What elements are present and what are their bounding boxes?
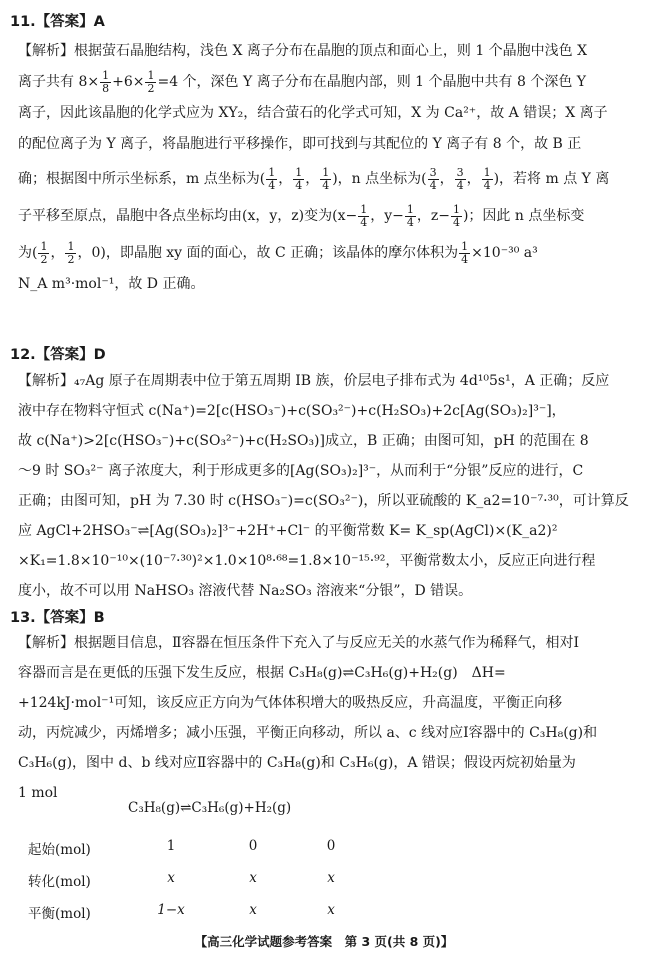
fraction: $\frac{1}{4}$	[406, 202, 414, 229]
q12-line-1: 【解析】₄₇Ag 原子在周期表中位于第五周期 IB 族，价层电子排布式为 4d¹⁰5s¹，A 正确；反应	[18, 373, 610, 389]
q12-line-2: 液中存在物料守恒式 c(Na⁺)=2[c(HSO₃⁻)+c(SO₃²⁻)+c(H₂SO₃)+2c[Ag(SO₃)₂]³⁻]，	[18, 403, 566, 419]
q11-line-3: 离子，因此该晶胞的化学式应为 XY₂，结合萤石的化学式可知，X 为 Ca²⁺，故 A 错误；X 离子	[18, 105, 608, 121]
fraction: $\frac{1}{4}$	[461, 239, 469, 266]
table-row: 起始(mol) 1 0 0	[28, 838, 336, 858]
q11-explanation	[18, 36, 636, 300]
q11-line-6: 子平移至原点，晶胞中各点坐标均由(x，y，z)变为(x− $\frac{1}{4}$ ，y− $\frac{1}{4}$ ，z− $\frac{1}{4}$ )；因此 n 点坐标变	[18, 202, 585, 229]
q13-line-4: 动，丙烷减少，丙烯增多；减小压强，平衡正向移动，所以 a、c 线对应Ⅰ容器中的 C₃H₈(g)和	[18, 725, 598, 741]
q11-line-4: 的配位离子为 Y 离子，将晶胞进行平移操作，即可找到与其配位的 Y 离子有 8 个，故 B 正	[18, 136, 582, 152]
fraction: $\frac{1}{4}$	[452, 202, 460, 229]
page-footer: 【高三化学试题参考答案 第 3 页(共 8 页)】	[194, 934, 454, 949]
q11-line-5: 确；根据图中所示坐标系，m 点坐标为( $\frac{1}{4}$ ， $\frac{1}{4}$ ， $\frac{1}{4}$ )，n 点坐标为( $\frac{3}{4}$ ， $\frac{3}{4}$ ， $\frac{1}{4}$ )，若将 m 点 Y 离	[18, 165, 610, 192]
q12-line-3: 故 c(Na⁺)>2[c(HSO₃⁻)+c(SO₃²⁻)+c(H₂SO₃)]成立，B 正确；由图可知，pH 的范围在 8	[18, 433, 589, 449]
q13-line-2: 容器而言是在更低的压强下发生反应，根据 C₃H₈(g)⇌C₃H₆(g)+H₂(g) ΔH=	[18, 665, 506, 681]
fraction: $\frac{3}{4}$	[456, 165, 464, 192]
q12-line-6: 应 AgCl+2HSO₃⁻⇌[Ag(SO₃)₂]³⁻+2H⁺+Cl⁻ 的平衡常数 K= K_sp(AgCl)×(K_a2)²	[18, 523, 558, 539]
q12-answer-heading: 12.【答案】D	[10, 347, 106, 363]
fraction: $\frac{1}{4}$	[295, 165, 303, 192]
q13-explanation	[18, 628, 636, 808]
q11-line-2: 离子共有 8× $\frac{1}{8}$ +6× $\frac{1}{2}$ =4 个，深色 Y 离子分布在晶胞内部，则 1 个晶胞中共有 8 个深色 Y	[18, 68, 587, 95]
q11-line-1: 【解析】根据萤石晶胞结构，浅色 X 离子分布在晶胞的顶点和面心上，则 1 个晶胞中浅色 X	[18, 43, 588, 59]
fraction-one-eighth: $\frac{1}{8}$	[102, 68, 110, 95]
fraction: $\frac{3}{4}$	[429, 165, 437, 192]
fraction: $\frac{1}{4}$	[360, 202, 368, 229]
fraction: $\frac{1}{4}$	[322, 165, 330, 192]
equilibrium-equation: C₃H₈(g)⇌C₃H₆(g)+H₂(g)	[128, 800, 292, 816]
q13-line-3: +124kJ·mol⁻¹可知，该反应正方向为气体体积增大的吸热反应，升高温度，平衡正向移	[18, 695, 563, 711]
table-row: 平衡(mol) 1−x x x	[28, 902, 335, 922]
fraction-one-half: $\frac{1}{2}$	[147, 68, 155, 95]
q12-line-8: 度小，故不可以用 NaHSO₃ 溶液代替 Na₂SO₃ 溶液来“分银”，D 错误。	[18, 583, 473, 599]
q12-line-4: ～9 时 SO₃²⁻ 离子浓度大，利于形成更多的[Ag(SO₃)₂]³⁻，从而利于“分银”反应的进行，C	[18, 463, 584, 479]
fraction: $\frac{1}{2}$	[40, 239, 48, 266]
q12-line-5: 正确；由图可知，pH 为 7.30 时 c(HSO₃⁻)=c(SO₃²⁻)，所以亚硫酸的 K_a2=10⁻⁷·³⁰，可计算反	[18, 493, 629, 509]
q13-line-1: 【解析】根据题目信息，Ⅱ容器在恒压条件下充入了与反应无关的水蒸气作为稀释气，相对Ⅰ	[18, 635, 580, 651]
q13-line-5: C₃H₆(g)，图中 d、b 线对应Ⅱ容器中的 C₃H₈(g)和 C₃H₆(g)，A 错误；假设丙烷初始量为	[18, 755, 576, 771]
q11-line-7: 为( $\frac{1}{2}$ ， $\frac{1}{2}$ ，0)，即晶胞 xy 面的面心，故 C 正确；该晶体的摩尔体积为 $\frac{1}{4}$ ×10⁻³⁰ a³	[18, 239, 538, 266]
table-row: 转化(mol) x x x	[28, 870, 335, 890]
fraction: $\frac{1}{4}$	[483, 165, 491, 192]
q12-explanation	[18, 366, 636, 606]
q11-line-8: N_A m³·mol⁻¹，故 D 正确。	[18, 276, 205, 292]
q13-answer-heading: 13.【答案】B	[10, 610, 105, 626]
q13-line-6: 1 mol	[18, 785, 58, 801]
fraction: $\frac{1}{4}$	[268, 165, 276, 192]
fraction: $\frac{1}{2}$	[67, 239, 75, 266]
q11-answer-heading: 11.【答案】A	[10, 14, 105, 30]
q12-line-7: ×K₁=1.8×10⁻¹⁰×(10⁻⁷·³⁰)²×1.0×10⁸·⁶⁸=1.8×10⁻¹⁵·⁹²，平衡常数太小，反应正向进行程	[18, 553, 596, 569]
